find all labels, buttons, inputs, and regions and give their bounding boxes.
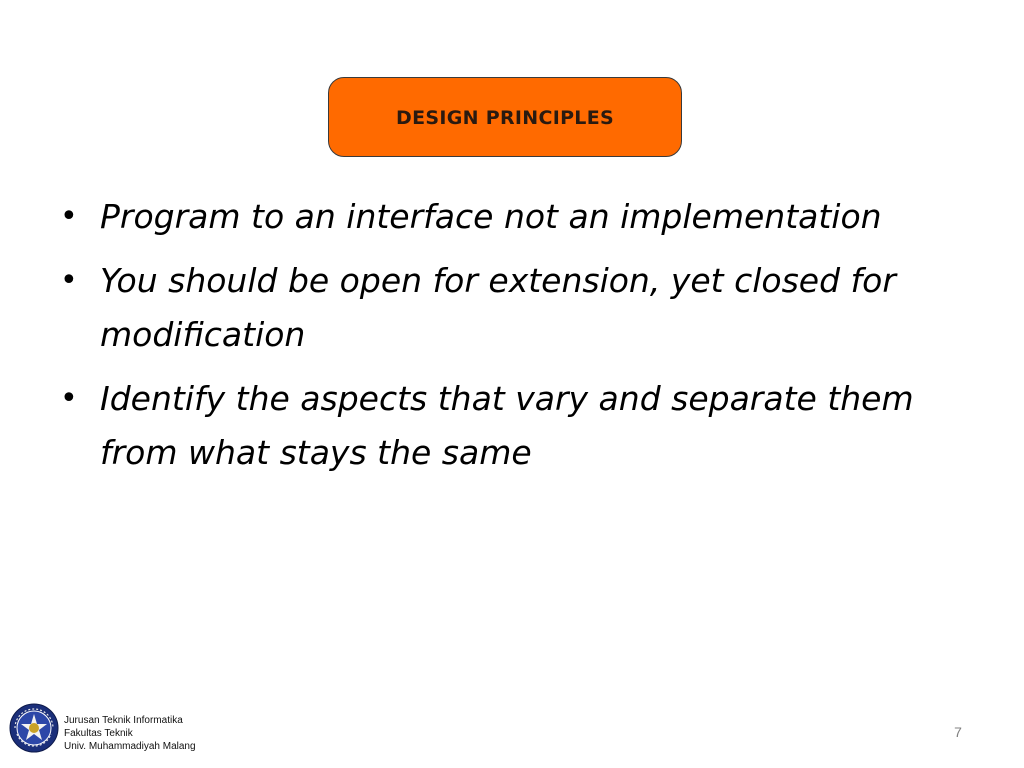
- bullet-text: Program to an interface not an implementation: [100, 197, 882, 236]
- university-seal-icon: [9, 703, 59, 753]
- bullet-text: Identify the aspects that vary and separate them from what stays the same: [100, 379, 914, 472]
- footer-line: Fakultas Teknik: [64, 728, 133, 739]
- slide-title: DESIGN PRINCIPLES: [396, 106, 614, 129]
- footer-institution: [64, 714, 196, 753]
- bullet-item: [56, 190, 936, 244]
- bullet-item: [56, 372, 936, 480]
- title-banner: [328, 77, 682, 157]
- bullet-marker: •: [60, 199, 78, 234]
- bullet-list: [56, 190, 936, 490]
- seal-graphic: [9, 703, 59, 753]
- footer-line: Jurusan Teknik Informatika: [64, 715, 183, 726]
- bullet-text: You should be open for extension, yet closed for modification: [100, 261, 896, 354]
- bullet-marker: •: [60, 381, 78, 416]
- bullet-marker: •: [60, 263, 78, 298]
- bullet-item: [56, 254, 936, 362]
- footer-line: Univ. Muhammadiyah Malang: [64, 741, 196, 752]
- page-number: 7: [954, 724, 962, 740]
